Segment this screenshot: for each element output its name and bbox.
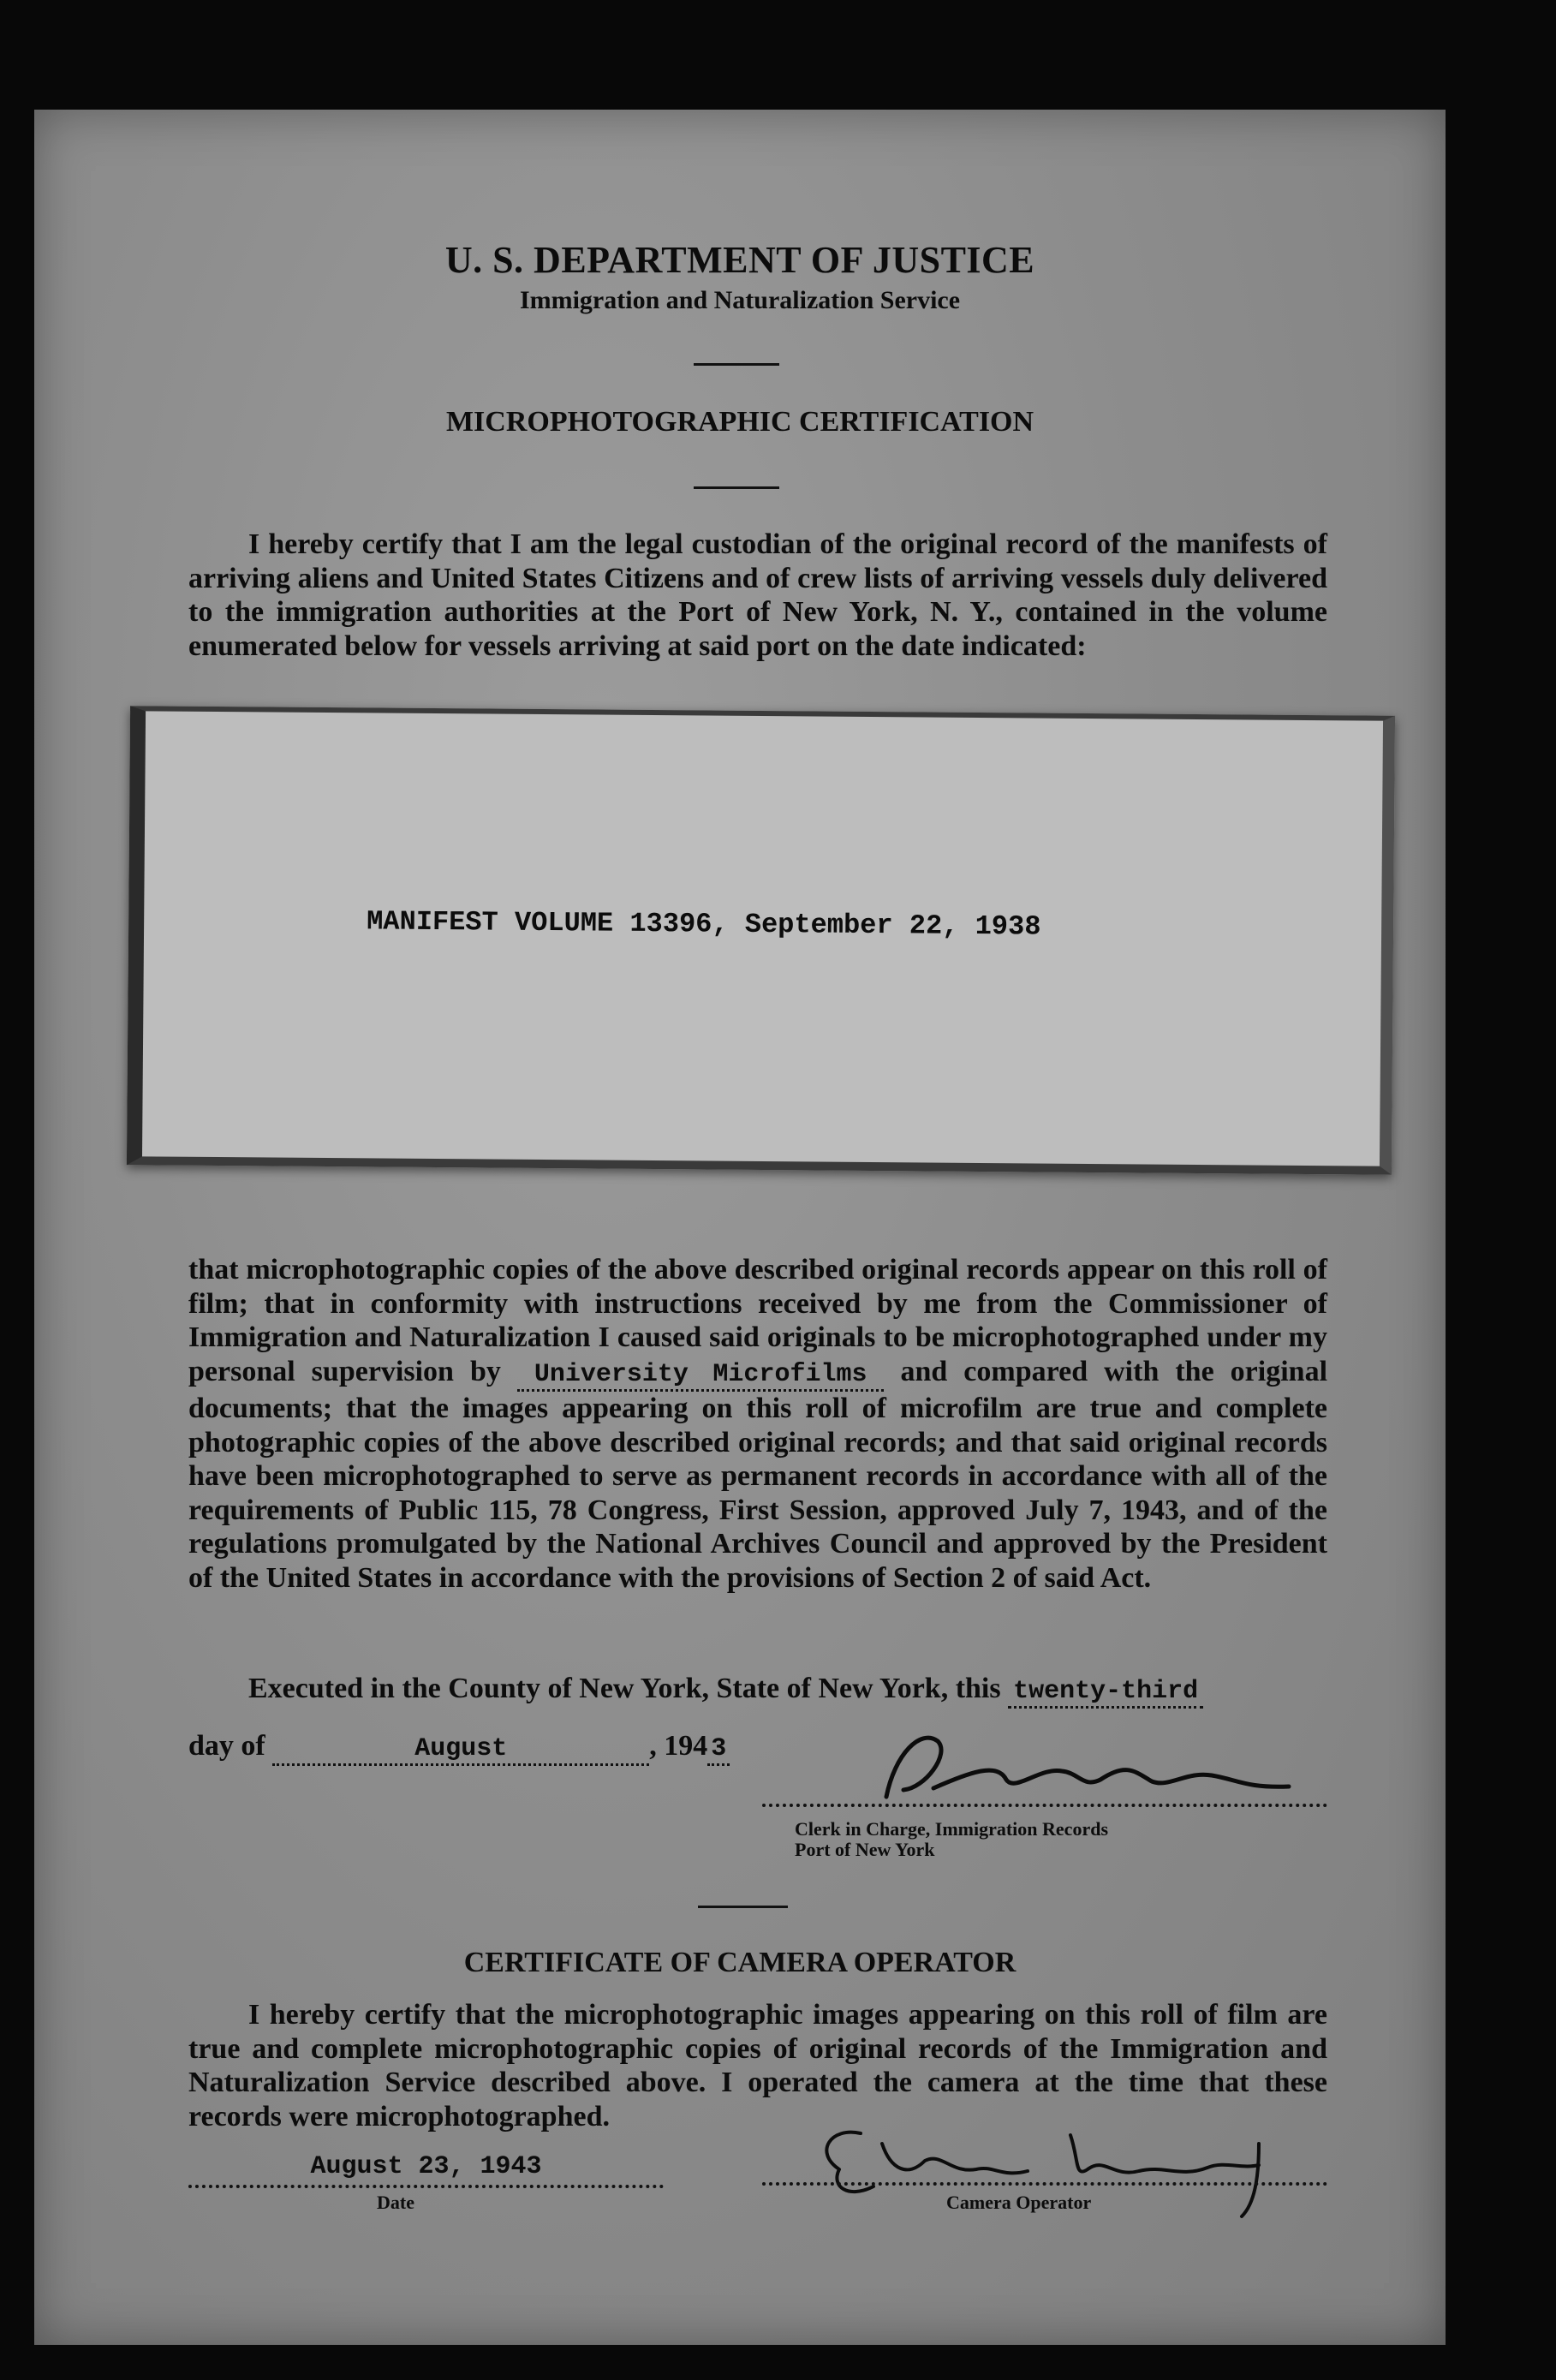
execution-prefix: Executed in the County of New York, State of New York, this <box>248 1673 1001 1704</box>
day-of-line: day of August , 194 3 <box>188 1730 730 1766</box>
operator-signature-line <box>762 2182 1327 2186</box>
execution-day-value: twenty-third <box>1008 1677 1203 1709</box>
manifest-insert-card <box>127 706 1395 1175</box>
clerk-title <box>795 1819 1108 1860</box>
camera-paragraph: I hereby certify that the microphotographic images appearing on this roll of film are true and complete microphotographic copies of original records of the Immigration and Naturalization Service described above. I operated the camera at the time that these records were microphotographed. <box>188 1999 1327 2132</box>
certificate-page <box>34 110 1446 2345</box>
clerk-signature-line <box>762 1804 1327 1807</box>
body-part2: and compared with the original documents; that the images appearing on this roll of microfilm are true and complete photographic copies of the above described original records; and that said original records have been microphotographed to serve as permanent records in accordance with all of the requirements of Public 115, 78 Congress, First Session, approved July 7, 1943, and of the regulations promulgated by the National Archives Council and approved by the President of the United States in accordance with the provisions of Section 2 of said Act. <box>188 1355 1328 1594</box>
intro-paragraph: I hereby certify that I am the legal custodian of the original record of the manifests of arriving aliens and United States Citizens and of crew lists of arriving vessels duly delivered to the immigration authorities at the Port of New York, N. Y., contained in the volume enumerated below for vessels arriving at said port on the date indicated: <box>188 528 1327 662</box>
certification-title: MICROPHOTOGRAPHIC CERTIFICATION <box>445 406 1034 438</box>
clerk-title-line2: Port of New York <box>795 1839 935 1860</box>
operator-date-value: August 23, 1943 <box>188 2152 664 2188</box>
body-part1: that microphotographic copies of the above described original records appear on this roll of film; that in conformity with instructions received by me from the Commissioner of Immigration and Naturalization I caused said originals to be microphotographed under my personal supervision by <box>188 1254 1327 1387</box>
month-value: August <box>272 1734 649 1766</box>
service-subheading: Immigration and Naturalization Service <box>519 286 961 314</box>
camera-operator-label: Camera Operator <box>946 2192 1092 2213</box>
divider-title <box>694 486 779 489</box>
clerk-title-line1: Clerk in Charge, Immigration Records <box>795 1818 1109 1840</box>
body-paragraph <box>188 1253 1327 1595</box>
day-of-label: day of <box>188 1730 265 1762</box>
divider-camera <box>698 1906 788 1908</box>
divider-top <box>694 363 779 366</box>
manifest-volume-label: MANIFEST VOLUME 13396, September 22, 1938 <box>367 905 1041 943</box>
date-label: Date <box>377 2192 414 2213</box>
execution-line <box>248 1673 1203 1706</box>
year-suffix-value: 3 <box>707 1734 730 1766</box>
clerk-signature <box>844 1720 1323 1814</box>
camera-certificate-title: CERTIFICATE OF CAMERA OPERATOR <box>463 1947 1016 1978</box>
department-heading: U. S. DEPARTMENT OF JUSTICE <box>444 239 1035 281</box>
filmed-by-value: University Microfilms <box>517 1360 885 1392</box>
year-prefix: 194 <box>664 1730 708 1762</box>
